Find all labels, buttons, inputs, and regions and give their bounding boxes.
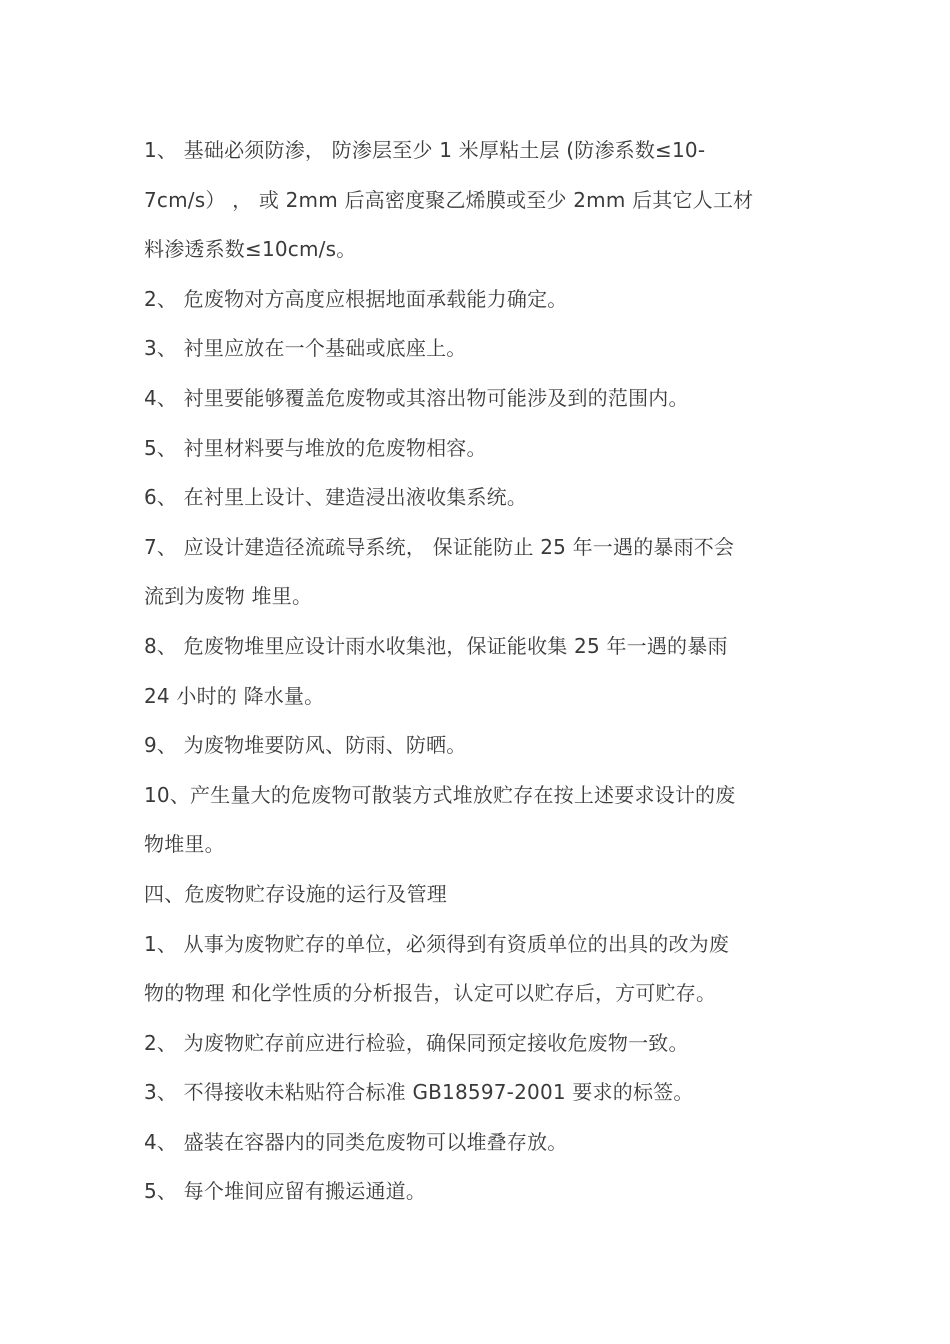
text-line: 7、 应设计建造径流疏导系统， 保证能防止 25 年一遇的暴雨不会 bbox=[144, 534, 735, 559]
text-line: 10、产生量大的危废物可散装方式堆放贮存在按上述要求设计的废 bbox=[144, 782, 736, 807]
text-line: 2、 为废物贮存前应进行检验，确保同预定接收危废物一致。 bbox=[144, 1030, 689, 1055]
text-line: 物的物理 和化学性质的分析报告，认定可以贮存后，方可贮存。 bbox=[144, 981, 717, 1006]
text-line: 24 小时的 降水量。 bbox=[144, 683, 325, 708]
text-line: 流到为废物 堆里。 bbox=[144, 584, 313, 609]
text-line: 8、 危废物堆里应设计雨水收集池，保证能收集 25 年一遇的暴雨 bbox=[144, 633, 728, 658]
text-line: 5、 每个堆间应留有搬运通道。 bbox=[144, 1179, 427, 1204]
text-line: 6、 在衬里上设计、建造浸出液收集系统。 bbox=[144, 485, 528, 510]
text-line: 1、 基础必须防渗， 防渗层至少 1 米厚粘土层 (防渗系数≤10- bbox=[144, 138, 706, 162]
text-line: 4、 盛装在容器内的同类危废物可以堆叠存放。 bbox=[144, 1129, 568, 1154]
section-heading: 四、危废物贮存设施的运行及管理 bbox=[144, 881, 447, 906]
text-line: 9、 为废物堆要防风、防雨、防晒。 bbox=[144, 733, 467, 758]
text-line: 3、 衬里应放在一个基础或底座上。 bbox=[144, 336, 467, 361]
text-line: 料渗透系数≤10cm/s。 bbox=[144, 237, 357, 262]
text-line: 2、 危废物对方高度应根据地面承载能力确定。 bbox=[144, 286, 568, 311]
text-line: 7cm/s） ， 或 2mm 后高密度聚乙烯膜或至少 2mm 后其它人工材 bbox=[144, 187, 754, 212]
text-line: 物堆里。 bbox=[144, 832, 225, 857]
text-line: 4、 衬里要能够覆盖危废物或其溶出物可能涉及到的范围内。 bbox=[144, 385, 689, 410]
text-line: 3、 不得接收未粘贴符合标准 GB18597-2001 要求的标签。 bbox=[144, 1080, 694, 1105]
document-body bbox=[144, 126, 824, 1217]
text-line: 5、 衬里材料要与堆放的危废物相容。 bbox=[144, 435, 487, 460]
text-line: 1、 从事为废物贮存的单位，必须得到有资质单位的出具的改为废 bbox=[144, 931, 730, 956]
